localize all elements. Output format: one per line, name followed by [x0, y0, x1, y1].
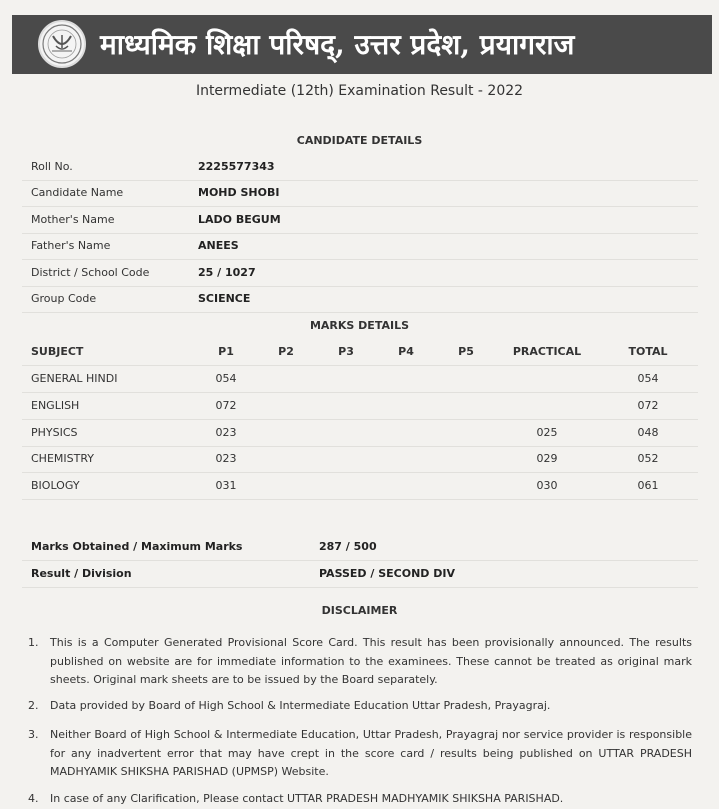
column-header-p2: P2 — [278, 345, 294, 358]
mark-total: 072 — [637, 399, 659, 412]
mark-p1: 031 — [215, 479, 237, 492]
field-value: ANEES — [198, 239, 239, 252]
marks-row-english — [22, 393, 698, 420]
mark-practical: 030 — [536, 479, 558, 492]
marks-row-general-hindi — [22, 366, 698, 393]
summary-value: 287 / 500 — [319, 540, 377, 553]
disclaimer-number: 3. — [28, 728, 39, 741]
subject-name: ENGLISH — [31, 399, 80, 412]
column-header-p3: P3 — [338, 345, 354, 358]
mark-p1: 023 — [215, 452, 237, 465]
column-header-p4: P4 — [398, 345, 414, 358]
candidate-row-roll-no — [22, 154, 698, 181]
field-value: MOHD SHOBI — [198, 186, 280, 199]
disclaimer-text: This is a Computer Generated Provisional Score Card. This result has been provisionally announced. The results published on website are for immediate information to the examinees. These cannot be treated as original mark sheets. Original mark sheets are to be issued by the Board separately. — [50, 636, 692, 686]
column-header-total: TOTAL — [628, 345, 668, 358]
marks-row-chemistry — [22, 446, 698, 473]
candidate-details-heading: CANDIDATE DETAILS — [296, 134, 423, 147]
disclaimer-number: 1. — [28, 636, 39, 649]
mark-total: 048 — [637, 426, 659, 439]
summary-row-result-division — [22, 561, 698, 588]
field-label: Mother's Name — [31, 213, 115, 226]
mark-p1: 054 — [215, 372, 237, 385]
mark-p1: 072 — [215, 399, 237, 412]
column-header-p1: P1 — [218, 345, 234, 358]
disclaimer-item-1 — [28, 634, 692, 690]
field-label: Group Code — [31, 292, 97, 305]
candidate-row-mother-name — [22, 207, 698, 234]
marks-row-biology — [22, 473, 698, 500]
mark-total: 054 — [637, 372, 659, 385]
disclaimer-item-4 — [28, 790, 692, 809]
board-name-title: माध्यमिक शिक्षा परिषद्, उत्तर प्रदेश, प्रयागराज — [100, 28, 575, 61]
field-label: District / School Code — [31, 266, 150, 279]
disclaimer-heading: DISCLAIMER — [321, 604, 398, 617]
column-header-subject: SUBJECT — [31, 345, 84, 358]
field-label: Candidate Name — [31, 186, 124, 199]
marks-details-heading: MARKS DETAILS — [309, 319, 410, 332]
marks-row-physics — [22, 420, 698, 447]
summary-label: Result / Division — [31, 567, 132, 580]
header-banner — [12, 15, 712, 74]
subject-name: GENERAL HINDI — [31, 372, 118, 385]
candidate-row-group-code — [22, 286, 698, 313]
subject-name: BIOLOGY — [31, 479, 80, 492]
up-government-emblem-logo — [38, 20, 86, 68]
candidate-row-district-school-code — [22, 260, 698, 287]
disclaimer-item-3 — [28, 726, 692, 782]
mark-p1: 023 — [215, 426, 237, 439]
mark-practical: 025 — [536, 426, 558, 439]
candidate-row-name — [22, 180, 698, 207]
summary-label: Marks Obtained / Maximum Marks — [31, 540, 243, 553]
candidate-row-father-name — [22, 233, 698, 260]
summary-row-marks-obtained — [22, 534, 698, 561]
disclaimer-number: 2. — [28, 699, 39, 712]
field-label: Father's Name — [31, 239, 111, 252]
disclaimer-text: In case of any Clarification, Please contact UTTAR PRADESH MADHYAMIK SHIKSHA PARISHAD. — [50, 792, 564, 805]
exam-title: Intermediate (12th) Examination Result - 2022 — [195, 83, 524, 99]
field-value: 2225577343 — [198, 160, 275, 173]
field-value: LADO BEGUM — [198, 213, 281, 226]
mark-total: 052 — [637, 452, 659, 465]
field-value: SCIENCE — [198, 292, 251, 305]
disclaimer-text: Data provided by Board of High School & Intermediate Education Uttar Pradesh, Prayagraj. — [50, 699, 551, 712]
disclaimer-text: Neither Board of High School & Intermediate Education, Uttar Pradesh, Prayagraj nor service provider is responsible for any inadvertent error that may have crept in the score card / results being published on UTTAR PRADESH MADHYAMIK SHIKSHA PARISHAD (UPMSP) Website. — [50, 728, 692, 778]
summary-value: PASSED / SECOND DIV — [319, 567, 456, 580]
subject-name: CHEMISTRY — [31, 452, 94, 465]
marks-header-row — [22, 339, 698, 366]
disclaimer-item-2 — [28, 697, 692, 716]
subject-name: PHYSICS — [31, 426, 78, 439]
column-header-p5: P5 — [458, 345, 474, 358]
disclaimer-number: 4. — [28, 792, 39, 805]
column-header-practical: PRACTICAL — [512, 345, 582, 358]
field-label: Roll No. — [31, 160, 73, 173]
mark-total: 061 — [637, 479, 659, 492]
mark-practical: 029 — [536, 452, 558, 465]
field-value: 25 / 1027 — [198, 266, 256, 279]
